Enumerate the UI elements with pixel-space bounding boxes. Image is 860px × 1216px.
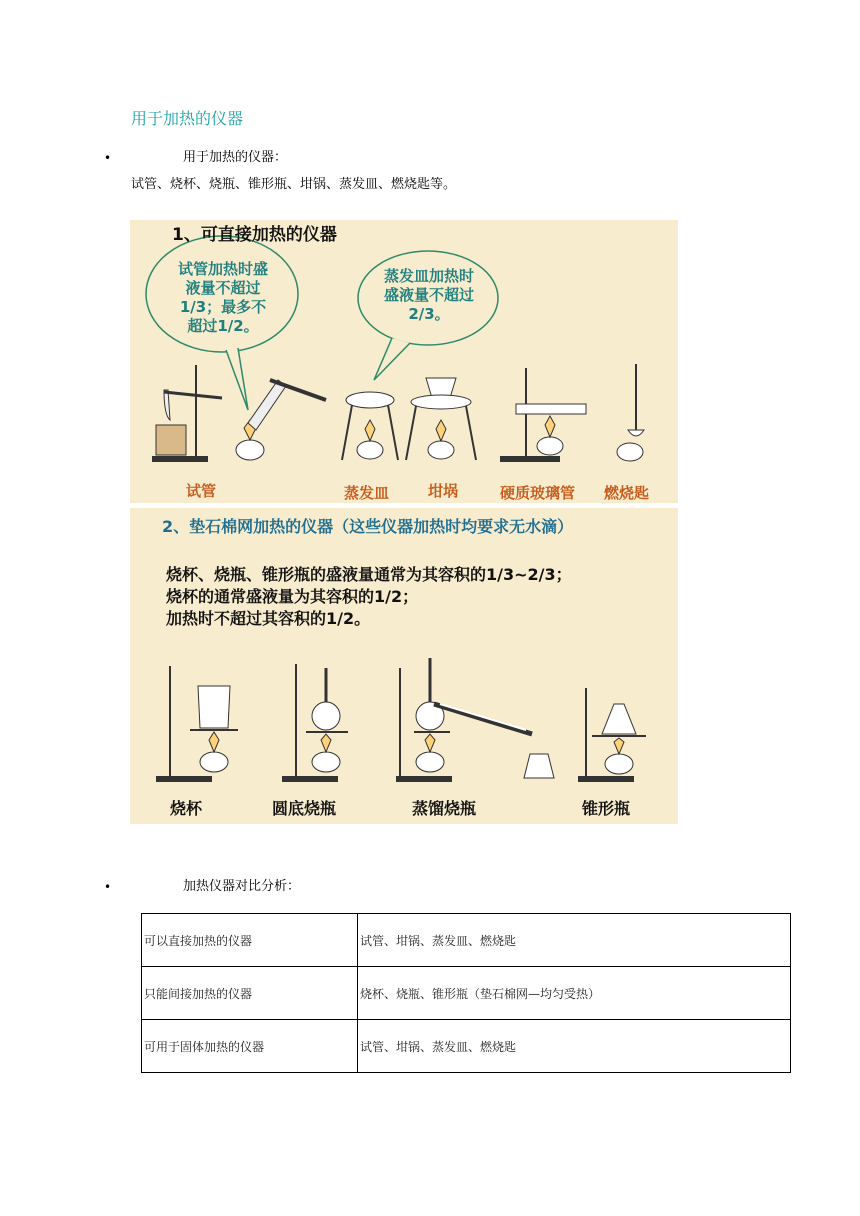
bubble-line: 液量不超过 xyxy=(185,279,261,297)
comparison-table xyxy=(141,913,791,1073)
label-beaker: 烧杯 xyxy=(170,799,203,818)
indirect-heating-apparatus-drawing xyxy=(130,508,678,824)
bullet-marker: • xyxy=(104,151,112,165)
table-cell-category: 可以直接加热的仪器 xyxy=(142,914,358,967)
illustration-indirect-heating xyxy=(130,508,678,824)
table-cell-items: 烧杯、烧瓶、锥形瓶（垫石棉网—均匀受热） xyxy=(358,967,791,1020)
section-heading: 用于加热的仪器 xyxy=(131,109,244,128)
table-row xyxy=(142,914,791,967)
label-evaporating-dish: 蒸发皿 xyxy=(344,484,390,502)
table-cell-items: 试管、坩锅、蒸发皿、燃烧匙 xyxy=(358,914,791,967)
illustration-direct-heating xyxy=(130,220,678,503)
bubble-test-tube-rule xyxy=(158,260,288,336)
bullet-marker: • xyxy=(104,880,112,894)
bullet-text-heating-instruments: 用于加热的仪器： xyxy=(183,150,288,165)
label-distillation-flask: 蒸馏烧瓶 xyxy=(412,799,477,818)
table-cell-category: 可用于固体加热的仪器 xyxy=(142,1020,358,1073)
capacity-rule-line: 烧杯的通常盛液量为其容积的1/2； xyxy=(166,587,419,606)
instrument-list-line: 试管、烧杯、烧瓶、锥形瓶、坩锅、蒸发皿、燃烧匙等。 xyxy=(131,177,457,192)
bubble-line: 试管加热时盛 xyxy=(177,260,268,278)
label-hard-glass-tube: 硬质玻璃管 xyxy=(500,484,576,502)
label-combustion-spoon: 燃烧匙 xyxy=(604,484,650,502)
table-row xyxy=(142,1020,791,1073)
label-conical-flask: 锥形瓶 xyxy=(582,799,631,818)
bullet-text-comparison: 加热仪器对比分析： xyxy=(183,879,301,894)
label-crucible: 坩埚 xyxy=(428,482,459,500)
bubble-evaporating-dish-rule xyxy=(364,267,494,324)
table-cell-category: 只能间接加热的仪器 xyxy=(142,967,358,1020)
bubble-line: 蒸发皿加热时 xyxy=(383,267,474,285)
bubble-line: 超过1/2。 xyxy=(187,317,259,335)
bubble-line: 盛液量不超过 xyxy=(383,286,474,304)
label-round-bottom-flask: 圆底烧瓶 xyxy=(272,799,337,818)
panel2-title: 2、垫石棉网加热的仪器（这些仪器加热时均要求无水滴） xyxy=(162,517,574,536)
table-cell-items: 试管、坩锅、蒸发皿、燃烧匙 xyxy=(358,1020,791,1073)
bubble-line: 2/3。 xyxy=(408,305,450,323)
bubble-line: 1/3；最多不 xyxy=(179,298,267,316)
label-test-tube: 试管 xyxy=(186,482,217,500)
capacity-rule-line: 加热时不超过其容积的1/2。 xyxy=(166,609,371,628)
table-row xyxy=(142,967,791,1020)
panel1-title: 1、可直接加热的仪器 xyxy=(172,225,337,245)
capacity-rule-line: 烧杯、烧瓶、锥形瓶的盛液量通常为其容积的1/3~2/3； xyxy=(166,565,572,584)
